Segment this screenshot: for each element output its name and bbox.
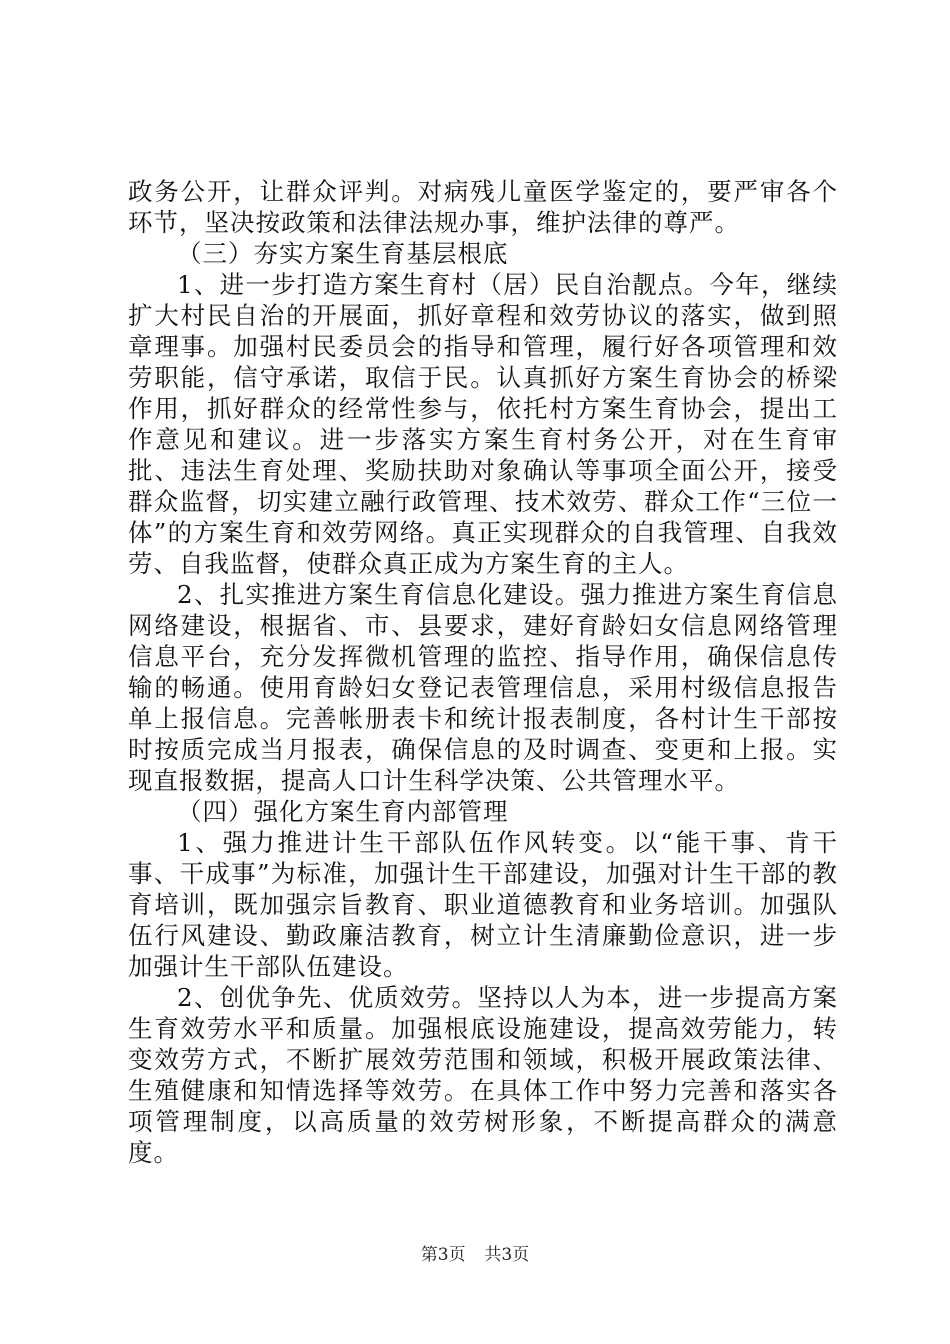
paragraph-4-2: 2、创优争先、优质效劳。坚持以人为本，进一步提高方案生育效劳水平和质量。加强根底设施建设，提高效劳能力，转变效劳方式，不断扩展效劳范围和领域，积极开展政策法律、生殖健康和知情选择等效劳。在具体工作中努力完善和落实各项管理制度，以高质量的效劳树形象，不断提高群众的满意度。 (128, 983, 838, 1167)
paragraph-3-2: 2、扎实推进方案生育信息化建设。强力推进方案生育信息网络建设，根据省、市、县要求，建好育龄妇女信息网络管理信息平台，充分发挥微机管理的监控、指导作用，确保信息传输的畅通。使用育龄妇女登记表管理信息，采用村级信息报告单上报信息。完善帐册表卡和统计报表制度，各村计生干部按时按质完成当月报表，确保信息的及时调查、变更和上报。实现直报数据，提高人口计生科学决策、公共管理水平。 (128, 580, 838, 795)
paragraph-3-1: 1、进一步打造方案生育村（居）民自治靓点。今年，继续扩大村民自治的开展面，抓好章程和效劳协议的落实，做到照章理事。加强村民委员会的指导和管理，履行好各项管理和效劳职能，信守承诺，取信于民。认真抓好方案生育协会的桥梁作用，抓好群众的经常性参与，依托村方案生育协会，提出工作意见和建议。进一步落实方案生育村务公开，对在生育审批、违法生育处理、奖励扶助对象确认等事项全面公开，接受群众监督，切实建立融行政管理、技术效劳、群众工作“三位一体”的方案生育和效劳网络。真正实现群众的自我管理、自我效劳、自我监督，使群众真正成为方案生育的主人。 (128, 270, 838, 578)
section-heading-4: （四）强化方案生育内部管理 (177, 797, 509, 826)
page-footer (0, 1244, 950, 1266)
document-body (128, 176, 838, 1168)
paragraph-4-1: 1、强力推进计生干部队伍作风转变。以“能干事、肯干事、干成事”为标准，加强计生干部建设，加强对计生干部的教育培训，既加强宗旨教育、职业道德教育和业务培训。加强队伍行风建设、勤政廉洁教育，树立计生清廉勤俭意识，进一步加强计生干部队伍建设。 (128, 828, 838, 981)
page-number-current: 第3页 (420, 1245, 466, 1265)
section-heading-3: （三）夯实方案生育基层根底 (177, 239, 509, 268)
paragraph-continuation: 政务公开，让群众评判。对病残儿童医学鉴定的，要严审各个环节，坚决按政策和法律法规办事，维护法律的尊严。 (128, 177, 838, 237)
page-number-total: 共3页 (484, 1245, 530, 1265)
